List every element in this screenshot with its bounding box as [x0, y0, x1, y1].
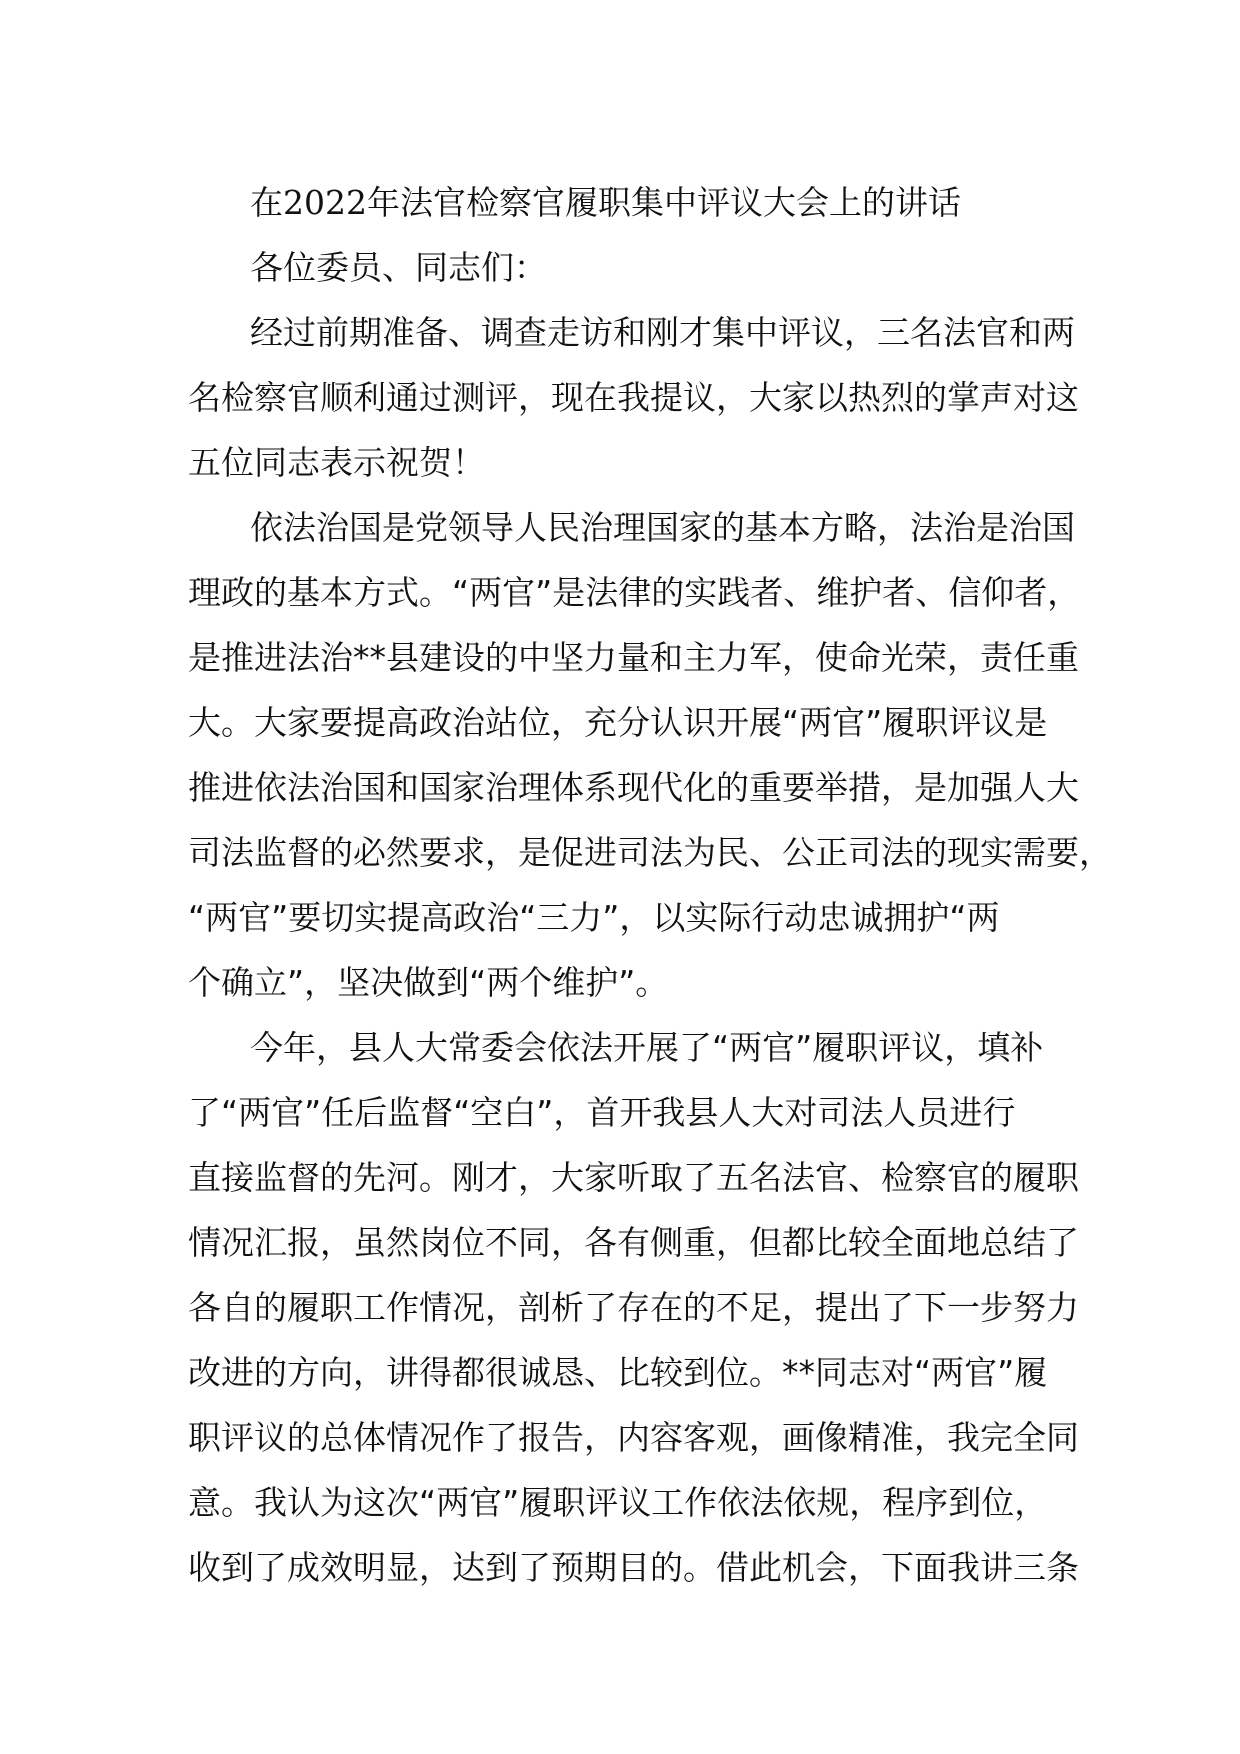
document-title: 在2022年法官检察官履职集中评议大会上的讲话 [250, 183, 961, 222]
paragraph-line: 改进的方向，讲得都很诚恳、比较到位。**同志对“两官”履 [188, 1353, 1048, 1392]
paragraph-line: 理政的基本方式。“两官”是法律的实践者、维护者、信仰者， [188, 573, 1081, 612]
paragraph-line: “两官”要切实提高政治“三力”，以实际行动忠诚拥护“两 [188, 898, 1000, 937]
paragraph-line: 推进依法治国和国家治理体系现代化的重要举措，是加强人大 [188, 768, 1079, 807]
paragraph-line: 五位同志表示祝贺！ [188, 443, 485, 482]
paragraph-line: 收到了成效明显，达到了预期目的。借此机会，下面我讲三条 [188, 1548, 1079, 1587]
document-body [188, 170, 1112, 1600]
paragraph-line: 情况汇报，虽然岗位不同，各有侧重，但都比较全面地总结了 [188, 1223, 1079, 1262]
salutation: 各位委员、同志们： [250, 248, 547, 287]
paragraph-1 [188, 300, 1079, 495]
paragraph-line: 职评议的总体情况作了报告，内容客观，画像精准，我完全同 [188, 1418, 1079, 1457]
paragraph-line: 今年，县人大常委会依法开展了“两官”履职评议，填补 [250, 1028, 1044, 1067]
paragraph-line: 直接监督的先河。刚才，大家听取了五名法官、检察官的履职 [188, 1158, 1079, 1197]
paragraph-line: 经过前期准备、调查走访和刚才集中评议，三名法官和两 [250, 313, 1075, 352]
paragraph-line: 依法治国是党领导人民治理国家的基本方略，法治是治国 [250, 508, 1075, 547]
paragraph-line: 司法监督的必然要求，是促进司法为民、公正司法的现实需要， [188, 833, 1112, 872]
paragraph-line: 了“两官”任后监督“空白”，首开我县人大对司法人员进行 [188, 1093, 1016, 1132]
paragraph-line: 名检察官顺利通过测评，现在我提议，大家以热烈的掌声对这 [188, 378, 1079, 417]
paragraph-line: 大。大家要提高政治站位，充分认识开展“两官”履职评议是 [188, 703, 1048, 742]
paragraph-line: 是推进法治**县建设的中坚力量和主力军，使命光荣，责任重 [188, 638, 1079, 677]
paragraph-line: 各自的履职工作情况，剖析了存在的不足，提出了下一步努力 [188, 1288, 1079, 1327]
paragraph-line: 个确立”，坚决做到“两个维护”。 [188, 963, 669, 1002]
paragraph-3 [188, 1015, 1079, 1600]
paragraph-line: 意。我认为这次“两官”履职评议工作依法依规，程序到位， [188, 1483, 1048, 1522]
paragraph-2 [188, 495, 1112, 1015]
